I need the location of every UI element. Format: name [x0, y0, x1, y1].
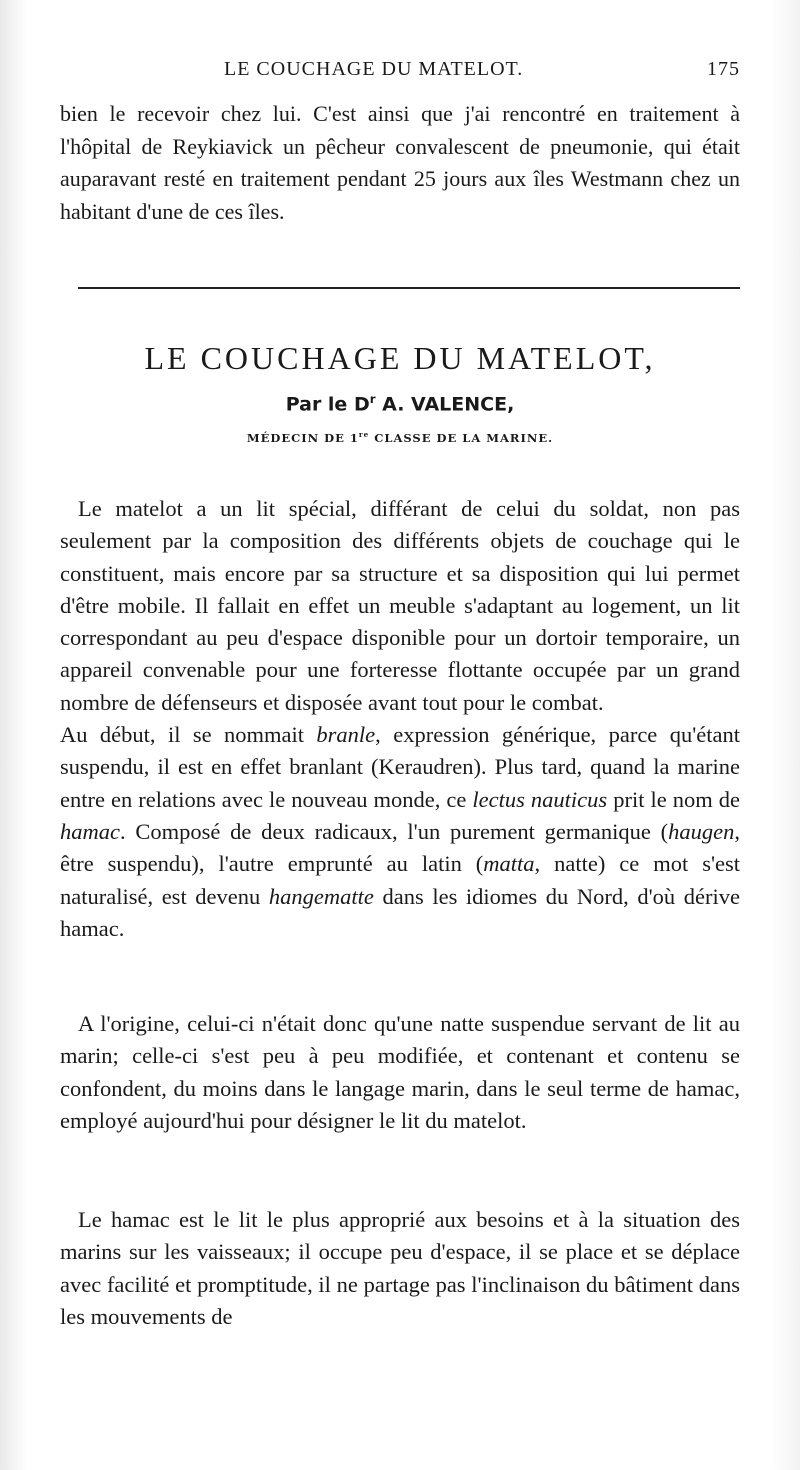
affiliation-prefix: MÉDECIN DE 1 [246, 430, 359, 445]
p2-text-a: Au début, il se nommait [60, 722, 317, 748]
author-name: A. VALENCE, [375, 393, 515, 416]
page-number: 175 [707, 58, 740, 80]
body-paragraph-2 [60, 722, 740, 941]
body-paragraph-1 [60, 493, 740, 945]
running-header [60, 58, 740, 88]
p2-text-g: dans les idiomes du Nord, d'où dérive hamac. [60, 883, 741, 941]
term-branle: branle [316, 722, 376, 748]
author-affiliation [60, 430, 740, 445]
article-author [60, 392, 740, 415]
term-hangematte: hangematte [268, 883, 374, 909]
term-haugen: haugen [668, 818, 735, 844]
author-prefix: Par le D [285, 393, 370, 416]
term-hamac: hamac [60, 818, 120, 844]
affiliation-sup: re [358, 430, 370, 439]
body-paragraph-1-text: Le matelot a un lit spécial, différant de celui du soldat, non pas seulement par la composition des différents objets de couchage qui le constituent, mais encore par sa structure et sa disposition qui lui permet d'être mobile. Il fallait en effet un meuble s'adaptant au logement, un lit correspondant au peu d'espace disponible pour un dortoir temporaire, un appareil convenable pour une forteresse flottante occupée par un grand nombre de défenseurs et disposée avant tout pour le combat. [60, 496, 740, 715]
p2-text-c: prit le nom de [607, 786, 740, 812]
p2-text-b: , expression générique, parce qu'étant suspendu, il est en effet branlant (Keraudren). Plus tard, quand la marine entre en relations avec le nouveau monde, ce [60, 722, 740, 812]
continued-paragraph: bien le recevoir chez lui. C'est ainsi que j'ai rencontré en traitement à l'hôpital de Reykiavick un pêcheur convalescent de pneumonie, qui était auparavant resté en traitement pendant 25 jours aux îles Westmann chez un habitant d'une de ces îles. [60, 101, 740, 224]
body-paragraph-3: A l'origine, celui-ci n'était donc qu'une natte suspendue servant de lit au marin; celle-ci s'est peu à peu modifiée, et contenant et contenu se confondent, du moins dans le langage marin, dans le seul terme de hamac, employé aujourd'hui pour désigner le lit du matelot. [60, 1011, 740, 1133]
p2-text-f: , natte) ce mot s'est naturalisé, est devenu [60, 851, 740, 909]
article-title: LE COUCHAGE DU MATELOT, [144, 340, 656, 376]
author-prefix-sup: r [369, 392, 376, 406]
p2-text-e: , être suspendu), l'autre emprunté au latin ( [60, 818, 740, 877]
term-matta: matta [483, 851, 535, 877]
body-paragraph-4: Le hamac est le lit le plus approprié aux besoins et à la situation des marins sur les vaisseaux; il occupe peu d'espace, il se place et se déplace avec facilité et promptitude, il ne partage pas l'inclinaison du bâtiment dans les mouvements de [60, 1207, 740, 1329]
running-title: LE COUCHAGE DU MATELOT. [224, 58, 524, 80]
p2-text-d: . Composé de deux radicaux, l'un purement germanique ( [120, 818, 669, 844]
term-lectus-nauticus: lectus nauticus [472, 786, 608, 812]
affiliation-suffix: CLASSE DE LA MARINE. [369, 430, 554, 445]
section-divider [78, 287, 740, 289]
